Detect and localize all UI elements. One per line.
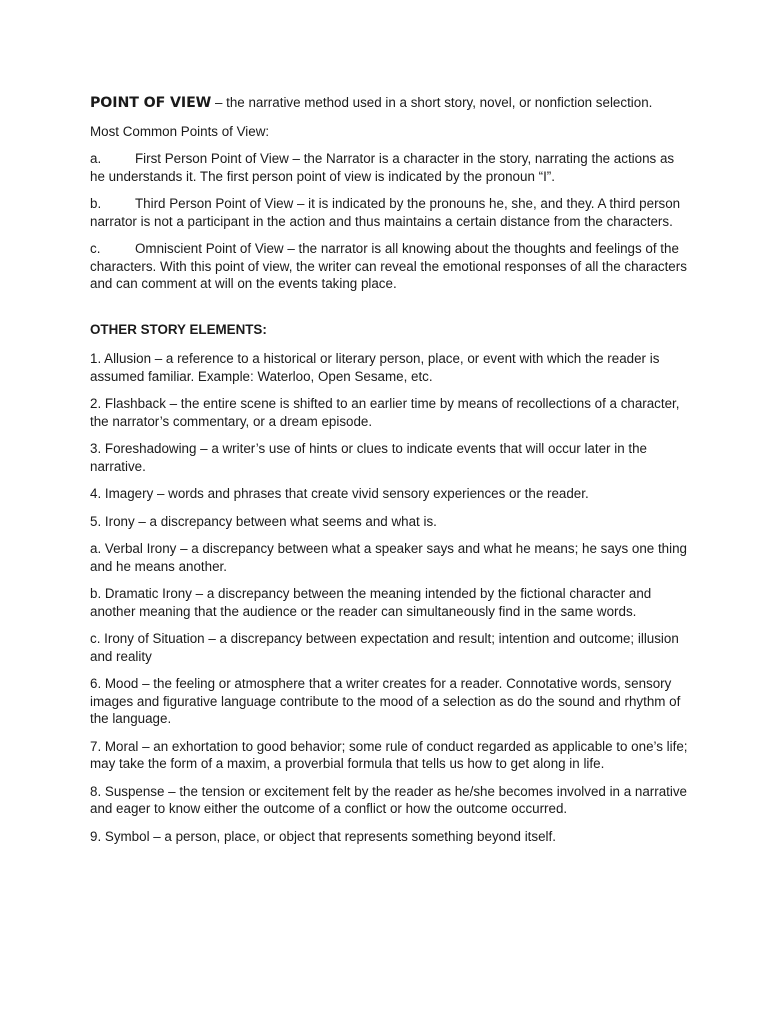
pov-item-marker: a.: [90, 151, 102, 166]
story-element-mood: 6. Mood – the feeling or atmosphere that a writer creates for a reader. Connotative words, sensory images and figurative language contribute to the mood of a selection as do the sound and rhythm of the language.: [90, 676, 681, 726]
pov-item-marker: c.: [90, 241, 101, 256]
section-spacer: [90, 303, 690, 321]
story-element-foreshadowing: 3. Foreshadowing – a writer’s use of hints or clues to indicate events that will occur later in the narrative.: [90, 441, 647, 474]
story-element-irony-of-situation: c. Irony of Situation – a discrepancy between expectation and result; intention and outcome; illusion and reality: [90, 631, 679, 664]
pov-item-first-person: [90, 150, 690, 185]
point-of-view-definition-text: – the narrative method used in a short story, novel, or nonfiction selection.: [211, 95, 653, 110]
story-element-irony: 5. Irony – a discrepancy between what seems and what is.: [90, 513, 437, 529]
story-element-dramatic-irony: b. Dramatic Irony – a discrepancy between the meaning intended by the fictional character and another meaning that the audience or the reader can simultaneously find in the same words.: [90, 586, 652, 619]
story-element-allusion: 1. Allusion – a reference to a historical or literary person, place, or event with which the reader is assumed familiar. Example: Waterloo, Open Sesame, etc.: [90, 351, 660, 384]
point-of-view-definition: [90, 94, 690, 113]
story-element-moral: 7. Moral – an exhortation to good behavior; some rule of conduct regarded as applicable to one’s life; may take the form of a maxim, a proverbial formula that tells us how to get along in life.: [90, 738, 688, 771]
story-element-imagery: 4. Imagery – words and phrases that create vivid sensory experiences or the reader.: [90, 486, 589, 501]
pov-item-omniscient: [90, 240, 690, 293]
point-of-view-title: POINT OF VIEW: [90, 95, 212, 111]
other-story-elements-heading: OTHER STORY ELEMENTS:: [90, 321, 267, 337]
story-element-verbal-irony: a. Verbal Irony – a discrepancy between what a speaker says and what he means; he says one thing and he means another.: [90, 541, 687, 574]
story-element-symbol: 9. Symbol – a person, place, or object that represents something beyond itself.: [90, 828, 556, 844]
pov-item-marker: b.: [90, 196, 102, 211]
story-element-flashback: 2. Flashback – the entire scene is shifted to an earlier time by means of recollections of a character, the narrator’s commentary, or a dream episode.: [90, 396, 680, 429]
story-element-suspense: 8. Suspense – the tension or excitement felt by the reader as he/she becomes involved in a narrative and eager to know either the outcome of a conflict or how the outcome occurred.: [90, 783, 687, 816]
pov-item-third-person: [90, 195, 690, 230]
pov-item-text: Third Person Point of View – it is indicated by the pronouns he, she, and they. A third person narrator is not a participant in the action and thus maintains a certain distance from the characters.: [90, 196, 681, 229]
pov-item-text: First Person Point of View – the Narrator is a character in the story, narrating the actions as he understands it. The first person point of view is indicated by the pronoun “I”.: [90, 151, 675, 184]
points-of-view-subheading: Most Common Points of View:: [90, 123, 270, 139]
document-page: [90, 94, 690, 855]
pov-item-text: Omniscient Point of View – the narrator is all knowing about the thoughts and feelings of the characters. With this point of view, the writer can reveal the emotional responses of all the characters and can comment at will on the events taking place.: [90, 241, 687, 291]
